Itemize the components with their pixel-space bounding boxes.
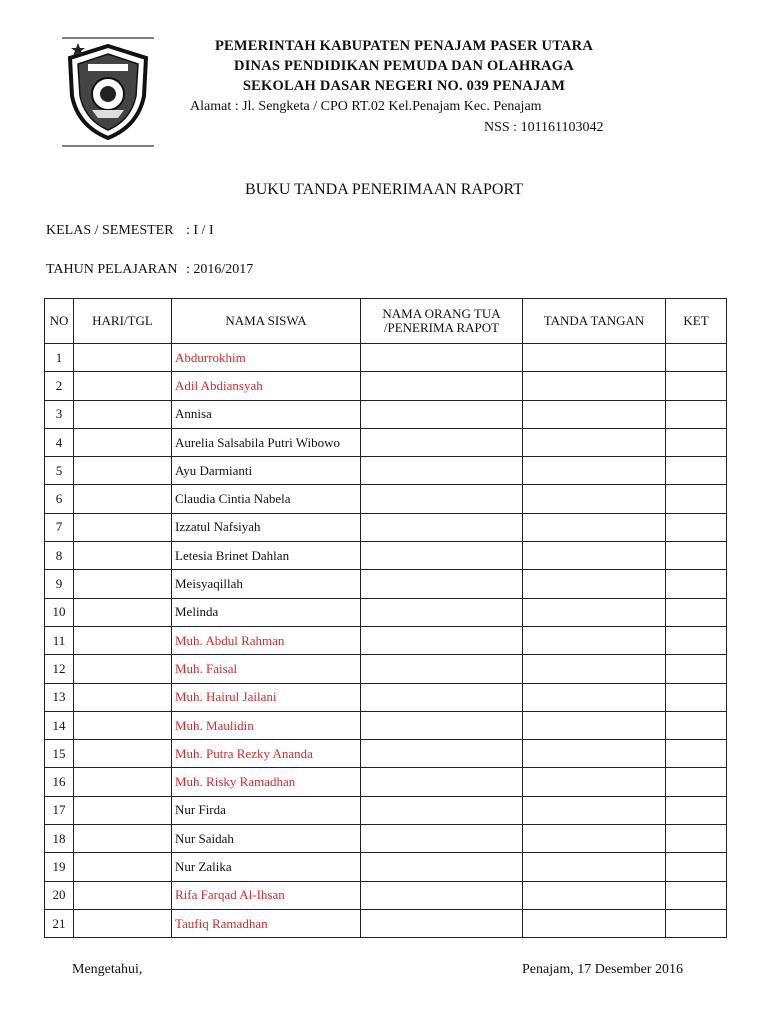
- class-semester-row: [46, 223, 214, 239]
- row-no: 21: [45, 909, 74, 937]
- row-no: 1: [45, 344, 74, 372]
- row-parent-cell: [361, 598, 523, 626]
- row-student-name: Nur Zalika: [172, 853, 361, 881]
- table-row: [45, 711, 727, 739]
- row-parent-cell: [361, 626, 523, 654]
- row-parent-cell: [361, 457, 523, 485]
- row-parent-cell: [361, 853, 523, 881]
- row-signature-cell: [523, 796, 666, 824]
- row-no: 13: [45, 683, 74, 711]
- row-student-name: Rifa Farqad Al-Ihsan: [172, 881, 361, 909]
- row-no: 12: [45, 655, 74, 683]
- row-student-name: Muh. Maulidin: [172, 711, 361, 739]
- table-row: [45, 542, 727, 570]
- row-parent-cell: [361, 768, 523, 796]
- row-notes-cell: [666, 570, 727, 598]
- header-no: NO: [45, 299, 74, 344]
- table-row: [45, 457, 727, 485]
- row-day-date-cell: [74, 768, 172, 796]
- row-no: 2: [45, 372, 74, 400]
- row-parent-cell: [361, 711, 523, 739]
- class-semester-label: KELAS / SEMESTER: [46, 223, 174, 238]
- table-row: [45, 909, 727, 937]
- row-notes-cell: [666, 485, 727, 513]
- row-signature-cell: [523, 372, 666, 400]
- row-signature-cell: [523, 400, 666, 428]
- row-notes-cell: [666, 655, 727, 683]
- row-day-date-cell: [74, 570, 172, 598]
- row-signature-cell: [523, 598, 666, 626]
- row-notes-cell: [666, 768, 727, 796]
- row-day-date-cell: [74, 400, 172, 428]
- row-student-name: Meisyaqillah: [172, 570, 361, 598]
- header-parent-line1: NAMA ORANG TUA: [382, 306, 501, 321]
- table-row: [45, 570, 727, 598]
- table-row: [45, 372, 727, 400]
- row-parent-cell: [361, 372, 523, 400]
- table-row: [45, 825, 727, 853]
- row-day-date-cell: [74, 626, 172, 654]
- table-row: [45, 655, 727, 683]
- row-signature-cell: [523, 542, 666, 570]
- table-row: [45, 428, 727, 456]
- row-day-date-cell: [74, 740, 172, 768]
- table-row: [45, 598, 727, 626]
- row-day-date-cell: [74, 853, 172, 881]
- row-day-date-cell: [74, 428, 172, 456]
- table-header-row: [45, 299, 727, 344]
- row-notes-cell: [666, 626, 727, 654]
- row-notes-cell: [666, 400, 727, 428]
- row-notes-cell: [666, 428, 727, 456]
- row-parent-cell: [361, 542, 523, 570]
- row-parent-cell: [361, 428, 523, 456]
- row-signature-cell: [523, 655, 666, 683]
- row-student-name: Taufiq Ramadhan: [172, 909, 361, 937]
- letterhead-nss: NSS : 101161103042: [484, 120, 604, 135]
- row-signature-cell: [523, 853, 666, 881]
- table-row: [45, 796, 727, 824]
- row-notes-cell: [666, 598, 727, 626]
- table-body: [45, 344, 727, 938]
- row-notes-cell: [666, 853, 727, 881]
- row-signature-cell: [523, 740, 666, 768]
- row-student-name: Muh. Abdul Rahman: [172, 626, 361, 654]
- row-notes-cell: [666, 372, 727, 400]
- table-row: [45, 513, 727, 541]
- row-parent-cell: [361, 570, 523, 598]
- letterhead-address: Alamat : Jl. Sengketa / CPO RT.02 Kel.Penajam Kec. Penajam: [190, 99, 542, 114]
- row-signature-cell: [523, 457, 666, 485]
- row-day-date-cell: [74, 344, 172, 372]
- header-signature: TANDA TANGAN: [523, 299, 666, 344]
- header-notes: KET: [666, 299, 727, 344]
- row-student-name: Annisa: [172, 400, 361, 428]
- row-notes-cell: [666, 513, 727, 541]
- row-day-date-cell: [74, 711, 172, 739]
- row-signature-cell: [523, 768, 666, 796]
- row-signature-cell: [523, 881, 666, 909]
- row-student-name: Melinda: [172, 598, 361, 626]
- row-no: 15: [45, 740, 74, 768]
- document-title: BUKU TANDA PENERIMAAN RAPORT: [245, 181, 523, 198]
- letterhead-government: PEMERINTAH KABUPATEN PENAJAM PASER UTARA: [214, 38, 594, 54]
- row-day-date-cell: [74, 825, 172, 853]
- row-parent-cell: [361, 485, 523, 513]
- row-student-name: Aurelia Salsabila Putri Wibowo: [172, 428, 361, 456]
- row-no: 14: [45, 711, 74, 739]
- table-row: [45, 768, 727, 796]
- row-student-name: Letesia Brinet Dahlan: [172, 542, 361, 570]
- row-notes-cell: [666, 909, 727, 937]
- letterhead-department: DINAS PENDIDIKAN PEMUDA DAN OLAHRAGA: [234, 58, 574, 74]
- school-year-value: : 2016/2017: [186, 262, 254, 277]
- header-day-date: HARI/TGL: [74, 299, 172, 344]
- row-notes-cell: [666, 711, 727, 739]
- row-signature-cell: [523, 570, 666, 598]
- table-row: [45, 881, 727, 909]
- row-notes-cell: [666, 825, 727, 853]
- row-day-date-cell: [74, 457, 172, 485]
- letterhead-school: SEKOLAH DASAR NEGERI NO. 039 PENAJAM: [242, 78, 566, 94]
- row-no: 19: [45, 853, 74, 881]
- row-day-date-cell: [74, 881, 172, 909]
- row-parent-cell: [361, 683, 523, 711]
- row-notes-cell: [666, 683, 727, 711]
- row-no: 18: [45, 825, 74, 853]
- row-no: 10: [45, 598, 74, 626]
- acknowledged-label: Mengetahui,: [72, 962, 143, 977]
- row-day-date-cell: [74, 513, 172, 541]
- row-student-name: Izzatul Nafsiyah: [172, 513, 361, 541]
- row-parent-cell: [361, 796, 523, 824]
- row-student-name: Nur Saidah: [172, 825, 361, 853]
- report-receipt-table: [44, 298, 727, 938]
- row-student-name: Ayu Darmianti: [172, 457, 361, 485]
- row-notes-cell: [666, 796, 727, 824]
- row-day-date-cell: [74, 372, 172, 400]
- row-notes-cell: [666, 344, 727, 372]
- row-no: 9: [45, 570, 74, 598]
- row-no: 6: [45, 485, 74, 513]
- table-row: [45, 344, 727, 372]
- row-signature-cell: [523, 626, 666, 654]
- row-signature-cell: [523, 825, 666, 853]
- row-parent-cell: [361, 909, 523, 937]
- row-no: 7: [45, 513, 74, 541]
- row-signature-cell: [523, 711, 666, 739]
- table-row: [45, 485, 727, 513]
- class-semester-value: : I / I: [186, 223, 214, 238]
- table-row: [45, 740, 727, 768]
- row-signature-cell: [523, 485, 666, 513]
- table-row: [45, 626, 727, 654]
- row-notes-cell: [666, 740, 727, 768]
- row-no: 4: [45, 428, 74, 456]
- row-signature-cell: [523, 428, 666, 456]
- row-no: 20: [45, 881, 74, 909]
- school-year-label: TAHUN PELAJARAN: [46, 262, 178, 277]
- row-no: 11: [45, 626, 74, 654]
- row-parent-cell: [361, 825, 523, 853]
- letterhead: [0, 0, 768, 160]
- row-day-date-cell: [74, 542, 172, 570]
- row-student-name: Abdurrokhim: [172, 344, 361, 372]
- row-day-date-cell: [74, 796, 172, 824]
- row-signature-cell: [523, 513, 666, 541]
- row-day-date-cell: [74, 683, 172, 711]
- row-parent-cell: [361, 881, 523, 909]
- row-day-date-cell: [74, 598, 172, 626]
- table-row: [45, 683, 727, 711]
- table-row: [45, 853, 727, 881]
- row-parent-cell: [361, 400, 523, 428]
- row-no: 16: [45, 768, 74, 796]
- header-parent-line2: /PENERIMA RAPOT: [383, 320, 500, 335]
- row-notes-cell: [666, 881, 727, 909]
- row-notes-cell: [666, 457, 727, 485]
- header-student-name: NAMA SISWA: [172, 299, 361, 344]
- row-student-name: Claudia Cintia Nabela: [172, 485, 361, 513]
- row-parent-cell: [361, 513, 523, 541]
- row-no: 8: [45, 542, 74, 570]
- row-notes-cell: [666, 542, 727, 570]
- row-day-date-cell: [74, 909, 172, 937]
- row-signature-cell: [523, 909, 666, 937]
- header-parent-name: [361, 299, 523, 344]
- row-student-name: Nur Firda: [172, 796, 361, 824]
- row-no: 17: [45, 796, 74, 824]
- row-student-name: Muh. Faisal: [172, 655, 361, 683]
- place-date: Penajam, 17 Desember 2016: [522, 962, 683, 977]
- row-student-name: Muh. Risky Ramadhan: [172, 768, 361, 796]
- row-signature-cell: [523, 344, 666, 372]
- school-year-row: [46, 262, 253, 278]
- row-day-date-cell: [74, 655, 172, 683]
- row-student-name: Muh. Hairul Jailani: [172, 683, 361, 711]
- row-signature-cell: [523, 683, 666, 711]
- row-parent-cell: [361, 740, 523, 768]
- row-day-date-cell: [74, 485, 172, 513]
- row-parent-cell: [361, 344, 523, 372]
- row-no: 5: [45, 457, 74, 485]
- row-student-name: Muh. Putra Rezky Ananda: [172, 740, 361, 768]
- row-student-name: Adil Abdiansyah: [172, 372, 361, 400]
- table-row: [45, 400, 727, 428]
- row-no: 3: [45, 400, 74, 428]
- row-parent-cell: [361, 655, 523, 683]
